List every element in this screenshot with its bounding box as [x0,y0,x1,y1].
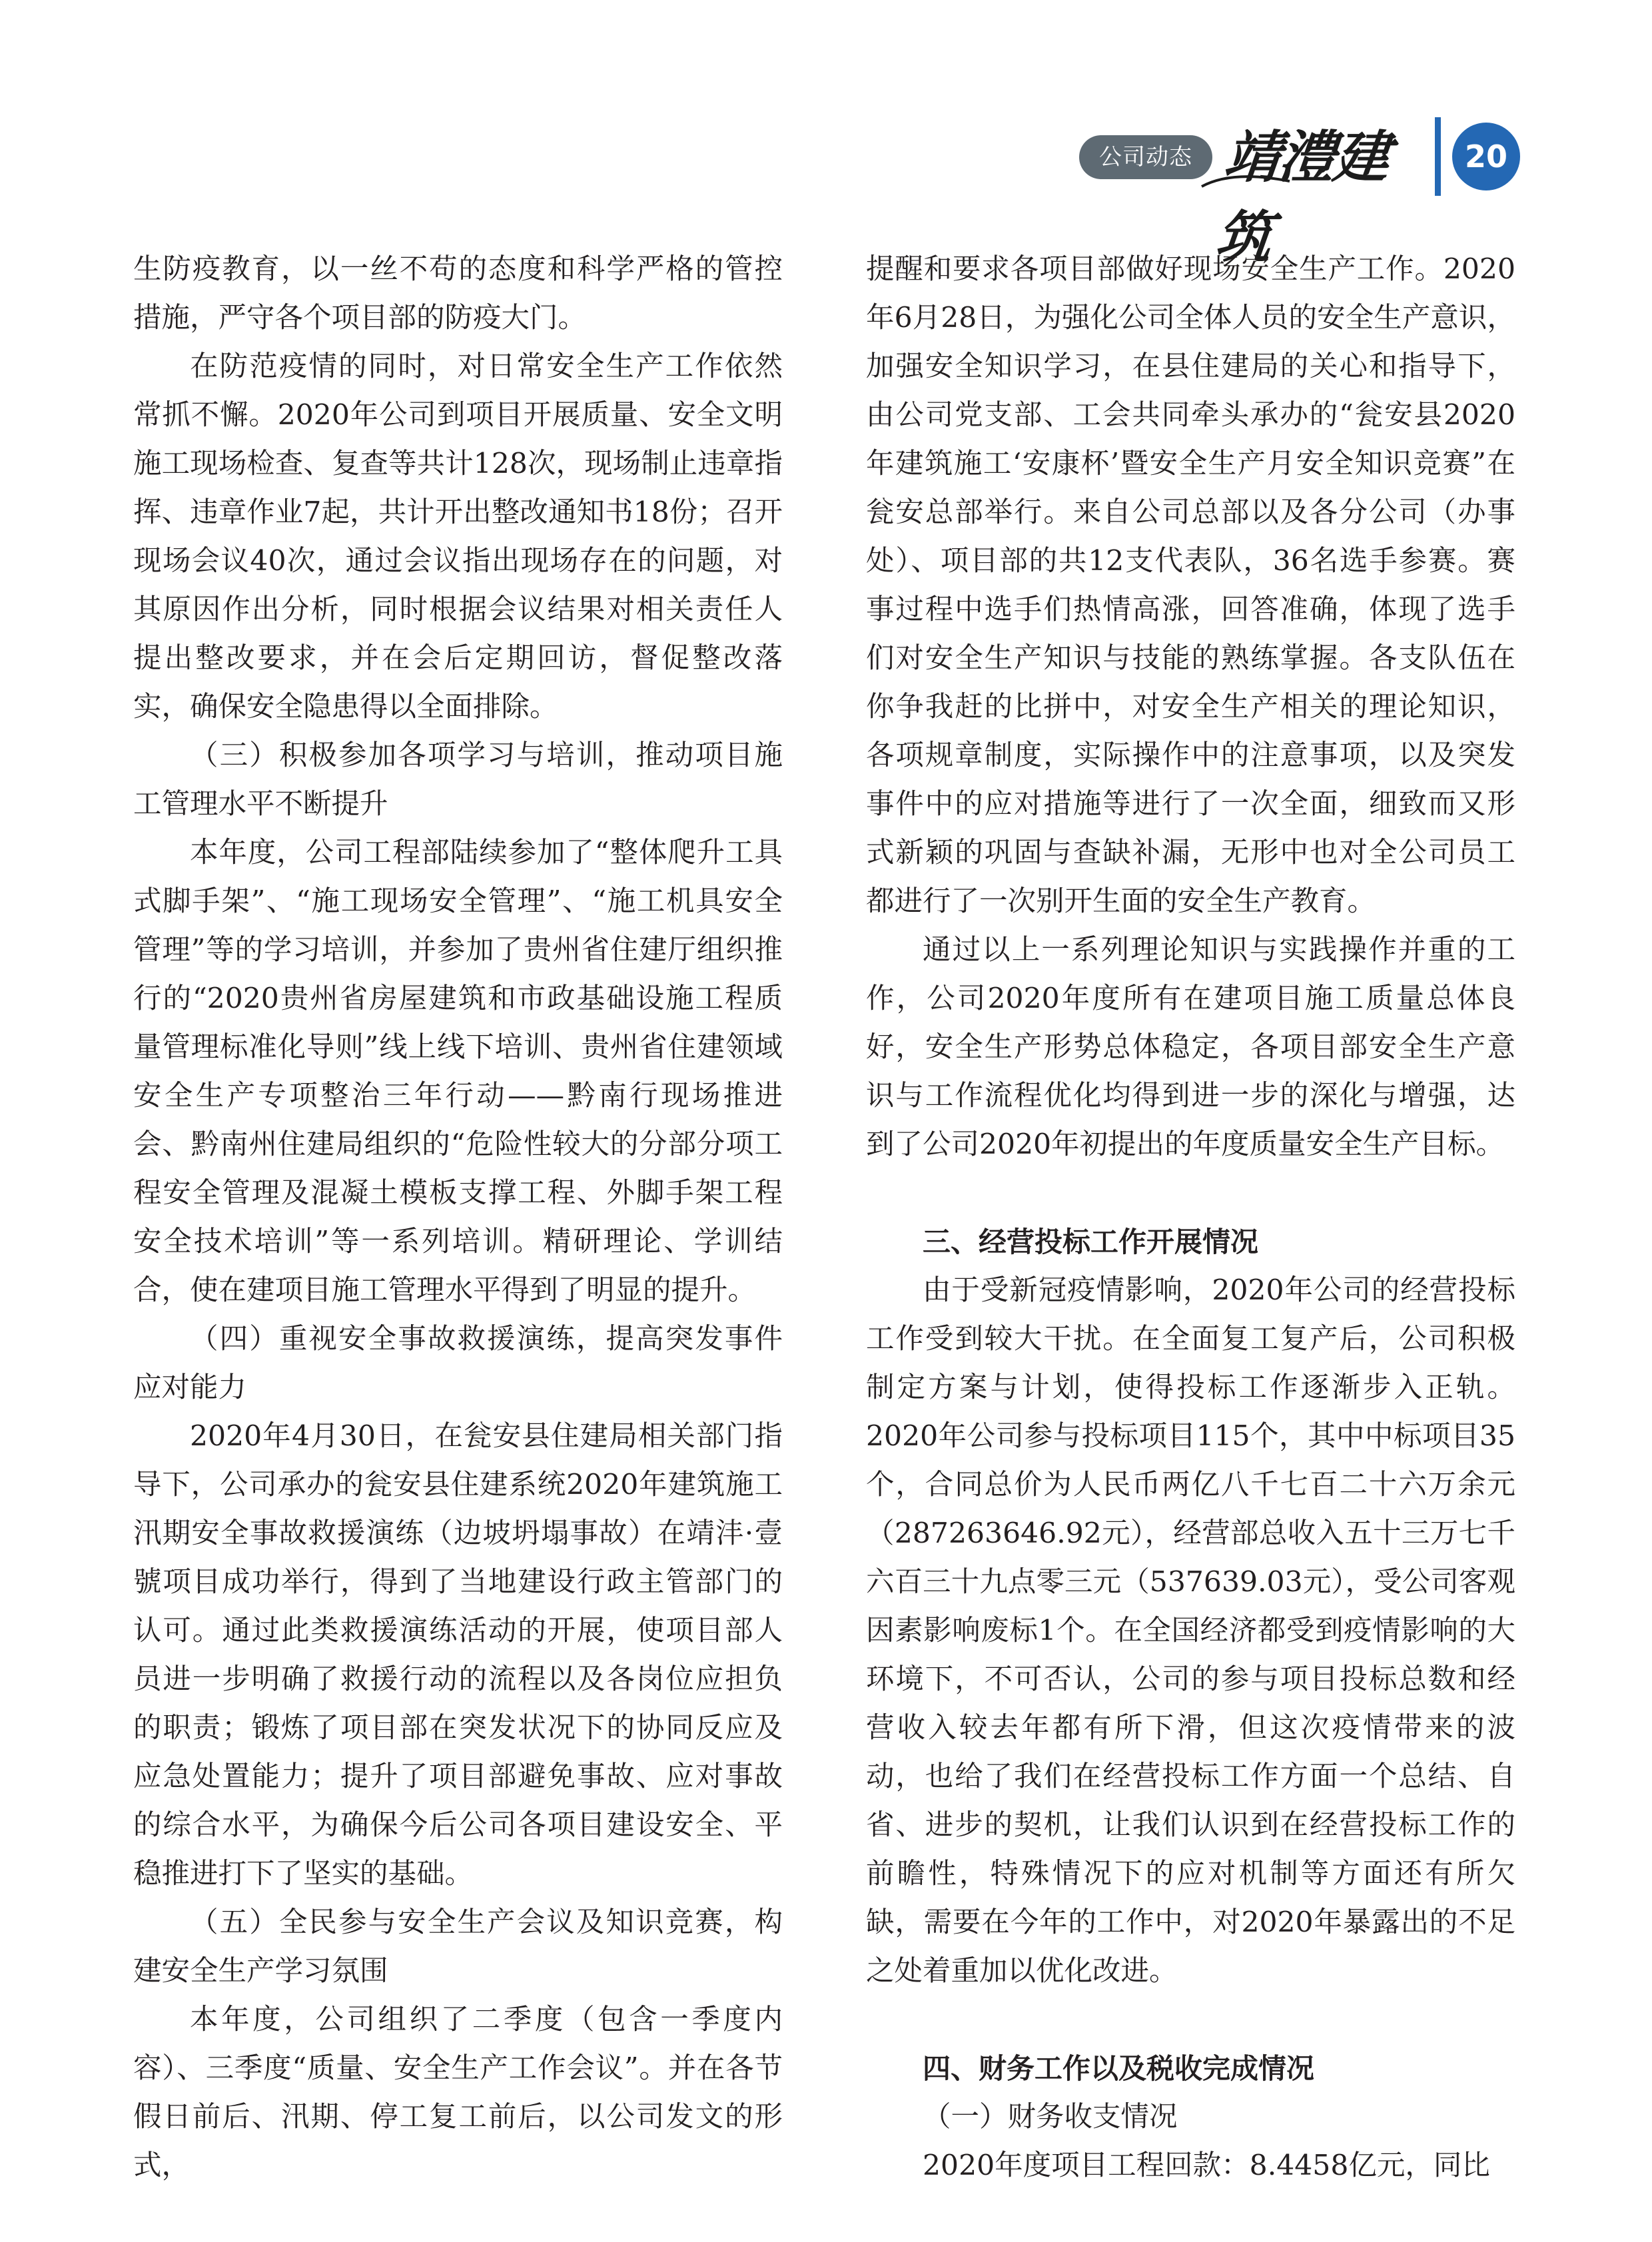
paragraph: 生防疫教育，以一丝不苟的态度和科学严格的管控措施，严守各个项目部的防疫大门。 [133,253,783,334]
subheading: （五）全民参与安全生产会议及知识竞赛，构建安全生产学习氛围 [133,1906,783,1988]
paragraph: 本年度，公司工程部陆续参加了“整体爬升工具式脚手架”、“施工现场安全管理”、“施工机具安全管理”等的学习培训，并参加了贵州省住建厅组织推行的“2020贵州省房屋建筑和市政基础设施工程质量管理标准化导则”线上线下培训、贵州省住建领域安全生产专项整治三年行动——黔南行现场推进会、黔南州住建局组织的“危险性较大的分部分项工程安全管理及混凝土模板支撑工程、外脚手架工程安全技术培训”等一系列培训。精研理论、学训结合，使在建项目施工管理水平得到了明显的提升。 [133,837,783,1307]
paragraph: 在防范疫情的同时，对日常安全生产工作依然常抓不懈。2020年公司到项目开展质量、安全文明施工现场检查、复查等共计128次，现场制止违章指挥、违章作业7起，共计开出整改通知书18份；召开现场会议40次，通过会议指出现场存在的问题，对其原因作出分析，同时根据会议结果对相关责任人提出整改要求，并在会后定期回访，督促整改落实，确保安全隐患得以全面排除。 [133,350,783,723]
subheading: （三）积极参加各项学习与培训，推动项目施工管理水平不断提升 [133,739,783,821]
page-number: 20 [1452,123,1520,190]
section-heading: 三、经营投标工作开展情况 [923,1226,1259,1258]
right-column [866,245,1515,2190]
section-badge: 公司动态 [1079,135,1212,179]
paragraph: 通过以上一系列理论知识与实践操作并重的工作，公司2020年度所有在建项目施工质量总体良好，安全生产形势总体稳定，各项目部安全生产意识与工作流程优化均得到进一步的深化与增强，达到了公司2020年初提出的年度质量安全生产目标。 [866,934,1515,1161]
paragraph: 2020年4月30日，在瓮安县住建局相关部门指导下，公司承办的瓮安县住建系统2020年建筑施工汛期安全事故救援演练（边坡坍塌事故）在靖沣·壹號项目成功举行，得到了当地建设行政主管部门的认可。通过此类救援演练活动的开展，使项目部人员进一步明确了救援行动的流程以及各岗位应担负的职责；锻炼了项目部在突发状况下的协同反应及应急处置能力；提升了项目部避免事故、应对事故的综合水平，为确保今后公司各项目建设安全、平稳推进打下了坚实的基础。 [133,1420,783,1890]
paragraph: 2020年度项目工程回款：8.4458亿元，同比 [923,2149,1490,2182]
spacer [866,1996,1515,2044]
subheading: （一）财务收支情况 [923,2101,1178,2133]
spacer [866,1169,1515,1218]
paragraph: 由于受新冠疫情影响，2020年公司的经营投标工作受到较大干扰。在全面复工复产后，公司积极制定方案与计划，使得投标工作逐渐步入正轨。2020年公司参与投标项目115个，其中中标项目35个，合同总价为人民币两亿八千七百二十六万余元（287263646.92元），经营部总收入五十三万七千六百三十九点零三元（537639.03元），受公司客观因素影响废标1个。在全国经济都受到疫情影响的大环境下，不可否认，公司的参与项目投标总数和经营收入较去年都有所下滑，但这次疫情带来的波动，也给了我们在经营投标工作方面一个总结、自省、进步的契机，让我们认识到在经营投标工作的前瞻性，特殊情况下的应对机制等方面还有所欠缺，需要在今年的工作中，对2020年暴露出的不足之处着重加以优化改进。 [866,1274,1515,1988]
paragraph: 提醒和要求各项目部做好现场安全生产工作。2020年6月28日，为强化公司全体人员的安全生产意识，加强安全知识学习，在县住建局的关心和指导下，由公司党支部、工会共同牵头承办的“瓮安县2020年建筑施工‘安康杯’暨安全生产月安全知识竞赛”在瓮安总部举行。来自公司总部以及各分公司（办事处）、项目部的共12支代表队，36名选手参赛。赛事过程中选手们热情高涨，回答准确，体现了选手们对安全生产知识与技能的熟练掌握。各支队伍在你争我赶的比拼中，对安全生产相关的理论知识，各项规章制度，实际操作中的注意事项，以及突发事件中的应对措施等进行了一次全面，细致而又形式新颖的巩固与查缺补漏，无形中也对全公司员工都进行了一次别开生面的安全生产教育。 [866,253,1515,918]
left-column [133,245,783,2190]
brand-logo: 靖澧建筑 [1212,124,1392,270]
section-heading: 四、财务工作以及税收完成情况 [923,2052,1315,2085]
header-divider [1435,117,1441,196]
subheading: （四）重视安全事故救援演练，提高突发事件应对能力 [133,1323,783,1404]
paragraph: 本年度，公司组织了二季度（包含一季度内容）、三季度“质量、安全生产工作会议”。并在各节假日前后、汛期、停工复工前后，以公司发文的形式， [133,2004,783,2182]
